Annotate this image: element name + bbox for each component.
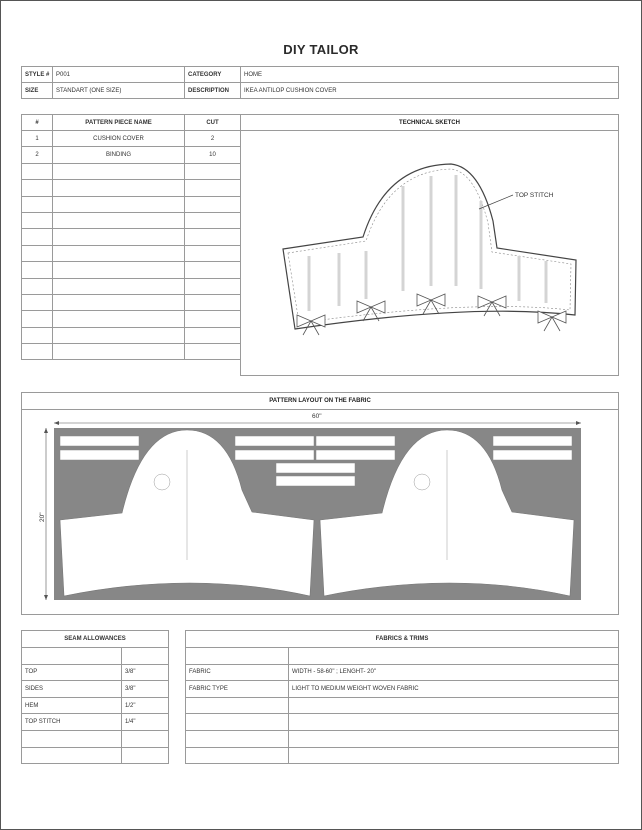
table-row <box>22 196 241 212</box>
seam-allowances-table <box>21 630 169 764</box>
header-table <box>21 66 619 99</box>
col-num-header: # <box>22 115 53 131</box>
table-row <box>22 747 169 764</box>
cushion-sketch <box>241 131 618 375</box>
height-dimension: 20" <box>39 512 46 522</box>
table-row <box>22 311 241 327</box>
table-row <box>22 294 241 310</box>
piece-num: 2 <box>22 147 53 163</box>
page-title: DIY TAILOR <box>283 42 359 57</box>
technical-sketch-title: TECHNICAL SKETCH <box>241 115 618 131</box>
table-row <box>186 697 619 714</box>
description-label: DESCRIPTION <box>185 83 241 99</box>
style-value: P001 <box>53 67 185 83</box>
table-row: HEM 1/2" <box>22 697 169 714</box>
table-row <box>22 278 241 294</box>
table-row <box>22 730 169 747</box>
table-row <box>22 147 241 163</box>
table-row: SIDES 3/8" <box>22 681 169 698</box>
piece-name: BINDING <box>53 147 185 163</box>
table-row <box>186 747 619 764</box>
category-label: CATEGORY <box>185 67 241 83</box>
pattern-layout-panel <box>21 392 619 615</box>
size-label: SIZE <box>22 83 53 99</box>
table-row <box>22 180 241 196</box>
category-value: HOME <box>241 67 619 83</box>
table-row <box>22 229 241 245</box>
piece-num: 1 <box>22 131 53 147</box>
fabrics-trims-table <box>185 630 619 764</box>
piece-cut: 2 <box>185 131 241 147</box>
pattern-pieces-table <box>21 114 241 360</box>
size-value: STANDART (ONE SIZE) <box>53 83 185 99</box>
table-row <box>22 262 241 278</box>
col-cut-header: CUT <box>185 115 241 131</box>
table-row <box>22 131 241 147</box>
table-row: FABRIC TYPE LIGHT TO MEDIUM WEIGHT WOVEN FABRIC <box>186 681 619 698</box>
fabrics-trims-title: FABRICS & TRIMS <box>186 631 619 648</box>
seam-allowances-title: SEAM ALLOWANCES <box>22 631 169 648</box>
table-row: TOP STITCH 1/4" <box>22 714 169 731</box>
pattern-layout-title: PATTERN LAYOUT ON THE FABRIC <box>22 393 618 410</box>
table-row <box>186 730 619 747</box>
description-value: IKEA ANTILOP CUSHION COVER <box>241 83 619 99</box>
width-dimension: 60" <box>312 413 322 420</box>
technical-sketch-panel <box>240 114 619 376</box>
fabric-layout <box>22 410 618 614</box>
piece-cut: 10 <box>185 147 241 163</box>
table-row <box>22 344 241 360</box>
style-label: STYLE # <box>22 67 53 83</box>
piece-name: CUSHION COVER <box>53 131 185 147</box>
top-stitch-callout: TOP STITCH <box>515 192 554 199</box>
table-row <box>22 245 241 261</box>
table-row <box>22 163 241 179</box>
table-row <box>22 327 241 343</box>
table-row <box>22 212 241 228</box>
table-row <box>186 714 619 731</box>
table-row: TOP 3/8" <box>22 664 169 681</box>
table-row: FABRIC WIDTH - 58-60" ; LENGHT- 20" <box>186 664 619 681</box>
col-name-header: PATTERN PIECE NAME <box>53 115 185 131</box>
